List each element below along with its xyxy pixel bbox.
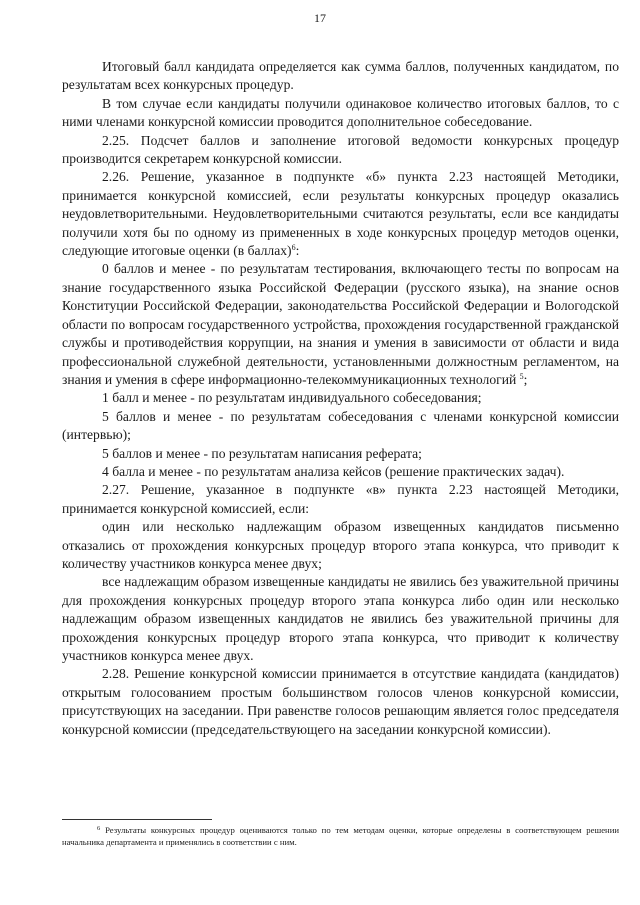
- paragraph-2-27: 2.27. Решение, указанное в подпункте «в» пункта 2.23 настоящей Методики, принимается конкурсной комиссией, если:: [62, 482, 619, 516]
- document-body: [62, 58, 619, 739]
- footnote: [62, 824, 619, 848]
- paragraph-2-26: [62, 168, 619, 260]
- paragraph-individual-interview: 1 балл и менее - по результатам индивидуального собеседования;: [102, 390, 482, 406]
- paragraph-refusal: один или несколько надлежащим образом извещенных кандидатов письменно отказались от прохождения конкурсных процедур второго этапа конкурса, что приводит к количеству участников конкурса менее двух;: [62, 519, 619, 571]
- paragraph-testing-criteria: [62, 260, 619, 389]
- paragraph-case-analysis: 4 балла и менее - по результатам анализа кейсов (решение практических задач).: [102, 463, 565, 479]
- paragraph-testing-criteria-tail: ;: [523, 371, 528, 387]
- paragraph-absence: все надлежащим образом извещенные кандидаты не явились без уважительной причины для прохождения конкурсных процедур второго этапа конкурса либо один или несколько надлежащим образом извещенных кандидатов не явились без уважительной причины для прохождения конкурсных процедур второго этапа конкурса, что приводит к количеству участников конкурса менее двух.: [62, 574, 619, 663]
- paragraph-commission-interview: 5 баллов и менее - по результатам собеседования с членами конкурсной комиссии (интервью);: [62, 408, 619, 443]
- page-number: 17: [314, 11, 326, 25]
- paragraph-testing-criteria-text: 0 баллов и менее - по результатам тестирования, включающего тесты по вопросам на знание государственного языка Российской Федерации (русского языка), на знание основ Конституции Российской Федерации, законодательства Российской Федерации и Вологодской области по вопросам государственного устройства, прохождения государственной гражданской службы и противодействия коррупции, на знания и умения в зависимости от области и вида профессиональной служебной деятельности, установленными должностным регламентом, на знания и умения в сфере информационно-телекоммуникационных технологий: [62, 261, 619, 387]
- paragraph-2-26-text: 2.26. Решение, указанное в подпункте «б» пункта 2.23 настоящей Методики, принимается конкурсной комиссией, если результаты конкурсных процедур оказались неудовлетворительными. Неудовлетворительными считаются результаты, если все кандидаты получили хотя бы по одному из примененных в ходе конкурсных процедур методов оценки, следующие итоговые оценки (в баллах): [62, 169, 619, 259]
- paragraph-2-26-tail: :: [295, 243, 300, 259]
- paragraph-equal-scores: В том случае если кандидаты получили одинаковое количество итоговых баллов, то с ними членами конкурсной комиссии проводится дополнительное собеседование.: [62, 95, 619, 130]
- footnote-separator: [62, 819, 212, 820]
- paragraph-final-score: Итоговый балл кандидата определяется как сумма баллов, полученных кандидатом, по результатам всех конкурсных процедур.: [62, 59, 619, 93]
- paragraph-essay: 5 баллов и менее - по результатам написания реферата;: [102, 445, 422, 461]
- paragraph-2-25: 2.25. Подсчет баллов и заполнение итоговой ведомости конкурсных процедур производится секретарем конкурсной комиссии.: [62, 132, 619, 167]
- footnote-ref-6: 6: [291, 243, 296, 253]
- paragraph-2-28: 2.28. Решение конкурсной комиссии принимается в отсутствие кандидата (кандидатов) открытым голосованием простым большинством голосов членов конкурсной комиссии, присутствующих на заседании. При равенстве голосов решающим является голос председателя конкурсной комиссии (председательствующего на заседании конкурсной комиссии).: [62, 666, 619, 737]
- footnote-text: Результаты конкурсных процедур оцениваются только по тем методам оценки, которые определены в соответствующем решении начальника департамента и применялись в соответствии с ним.: [62, 825, 619, 847]
- footnote-ref-5: 5: [519, 371, 524, 381]
- footnote-mark: 6: [97, 825, 101, 832]
